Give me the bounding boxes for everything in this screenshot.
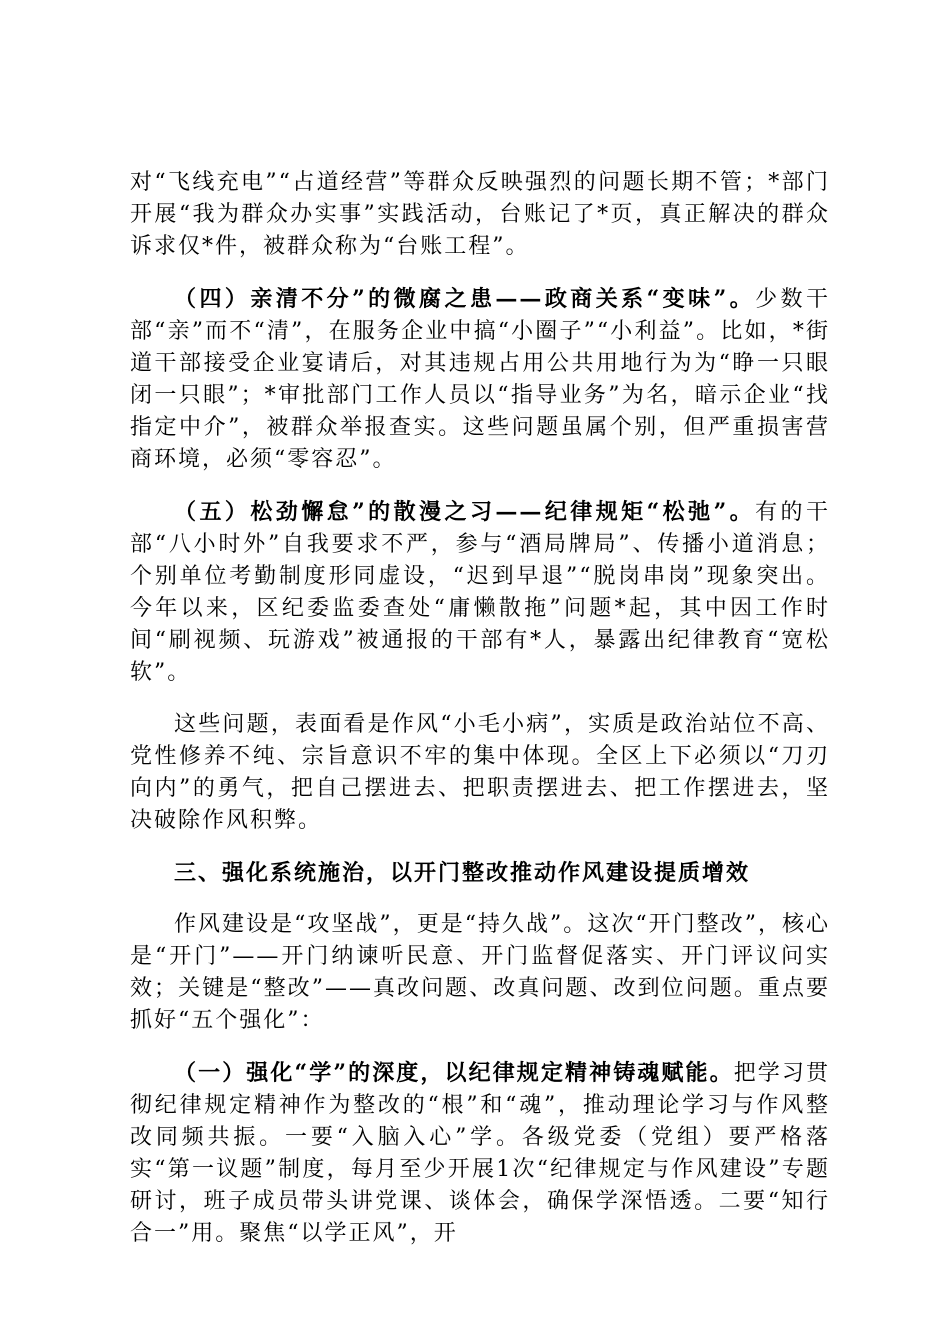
paragraph-continued — [130, 167, 830, 263]
document-page — [130, 167, 830, 1270]
paragraph-sub-item-1 — [130, 1057, 830, 1250]
item-4-heading: （四）亲清不分”的微腐之患——政商关系“变味”。 — [174, 286, 756, 312]
section-3-title: 三、强化系统施治，以开门整改推动作风建设提质增效 — [174, 860, 751, 886]
sub-item-1-heading: （一）强化“学”的深度，以纪律规定精神铸魂赋能。 — [174, 1060, 734, 1086]
summary-text: 这些问题，表面看是作风“小毛小病”，实质是政治站位不高、党性修养不纯、宗旨意识不牢的集中体现。全区上下必须以“刀刃向内”的勇气，把自己摆进去、把职责摆进去、把工作摆进去，坚决破除作风积弊。 — [130, 712, 830, 833]
item-5-heading: （五）松劲懈怠”的散漫之习——纪律规矩“松弛”。 — [174, 499, 756, 525]
paragraph-section-3-intro — [130, 909, 830, 1037]
item-5-body: 有的干部“八小时外”自我要求不严，参与“酒局牌局”、传播小道消息；个别单位考勤制度形同虚设，“迟到早退”“脱岗串岗”现象突出。今年以来，区纪委监委查处“庸懒散拖”问题*起，其中因工作时间“刷视频、玩游戏”被通报的干部有*人，暴露出纪律教育“宽松软”。 — [130, 500, 830, 685]
section-3-intro-text: 作风建设是“攻坚战”，更是“持久战”。这次“开门整改”，核心是“开门”——开门纳谏听民意、开门监督促落实、开门评议问实效；关键是“整改”——真改问题、改真问题、改到位问题。重点要抓好“五个强化”： — [130, 912, 830, 1033]
item-4-body: 少数干部“亲”而不“清”，在服务企业中搞“小圈子”“小利益”。比如，*街道干部接受企业宴请后，对其违规占用公共用地行为为“睁一只眼闭一只眼”；*审批部门工作人员以“指导业务”为名，暗示企业“找指定中介”，被群众举报查实。这些问题虽属个别，但严重损害营商环境，必须“零容忍”。 — [130, 287, 830, 472]
sub-item-1-body: 把学习贯彻纪律规定精神作为整改的“根”和“魂”，推动理论学习与作风整改同频共振。一要“入脑入心”学。各级党委（党组）要严格落实“第一议题”制度，每月至少开展1次“纪律规定与作风建设”专题研讨，班子成员带头讲党课、谈体会，确保学深悟透。二要“知行合一”用。聚焦“以学正风”，开 — [130, 1061, 830, 1246]
paragraph-text: 对“飞线充电”“占道经营”等群众反映强烈的问题长期不管；*部门开展“我为群众办实事”实践活动，台账记了*页，真正解决的群众诉求仅*件，被群众称为“台账工程”。 — [130, 170, 830, 259]
paragraph-item-5 — [130, 496, 830, 689]
paragraph-item-4 — [130, 283, 830, 476]
paragraph-summary — [130, 709, 830, 837]
